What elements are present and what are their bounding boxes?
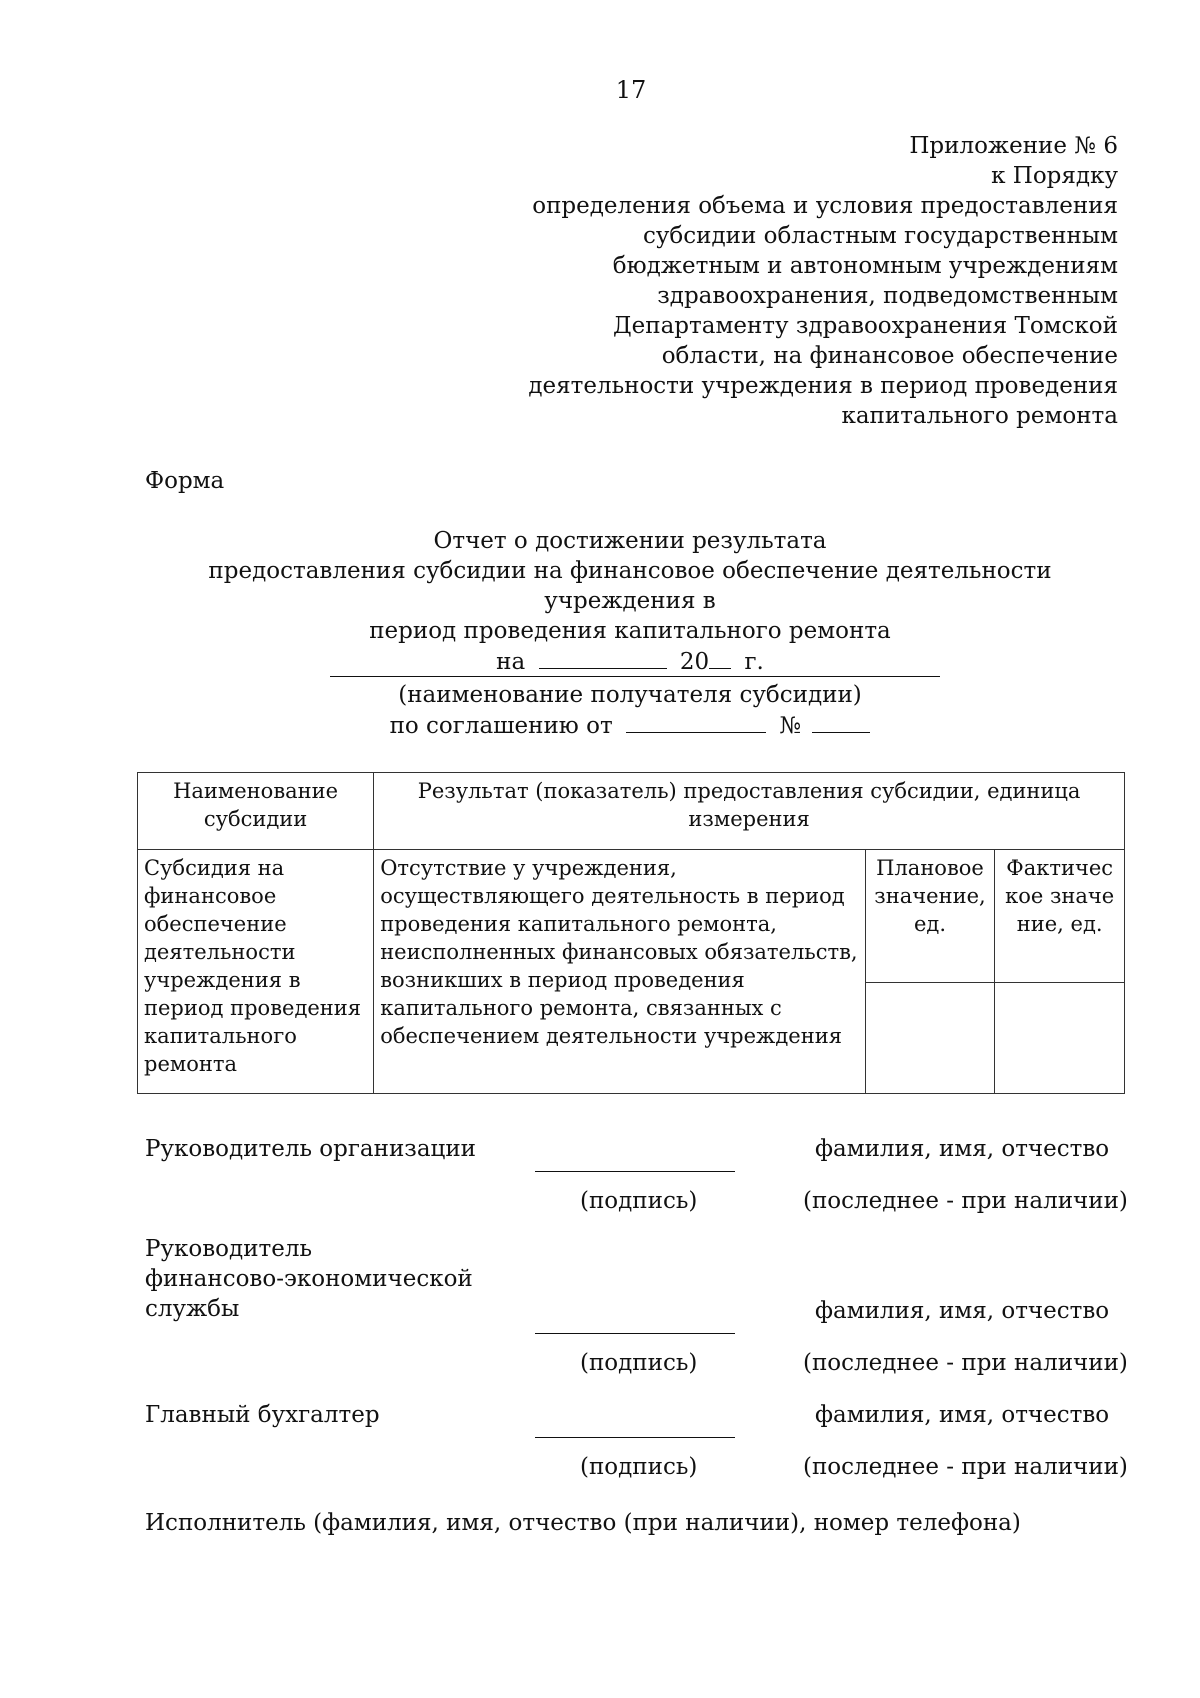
appendix-line: субсидии областным государственным bbox=[643, 223, 1118, 249]
head-org-label: Руководитель организации bbox=[145, 1136, 476, 1162]
appendix-line: деятельности учреждения в период проведения bbox=[528, 373, 1118, 399]
number-sign: № bbox=[779, 713, 802, 739]
title-line-2: предоставления субсидии на финансовое обеспечение деятельности учреждения в bbox=[208, 558, 1052, 614]
recipient-block bbox=[145, 680, 1115, 741]
year-prefix: 20 bbox=[679, 649, 710, 675]
title-line-1: Отчет о достижении результата bbox=[433, 528, 827, 554]
table-header-row bbox=[138, 773, 1125, 850]
result-text-cell: Отсутствие у учреждения, осуществляющего деятельность в период проведения капитального ремонта, неисполненных финансовых обязательств, возникших в период проведения капитального ремонта, связанных с обеспечением деятельности учреждения bbox=[374, 850, 865, 1094]
year-blank[interactable] bbox=[709, 646, 731, 669]
actual-value-cell[interactable] bbox=[995, 983, 1125, 1094]
actual-header-cell: Фактическое значение, ед. bbox=[995, 850, 1125, 983]
year-suffix: г. bbox=[744, 649, 764, 675]
form-label: Форма bbox=[145, 468, 225, 494]
agreement-line bbox=[145, 710, 1115, 741]
report-title bbox=[145, 526, 1115, 677]
chief-accountant-signature-caption: (подпись) bbox=[580, 1454, 698, 1480]
head-org-fio-note: (последнее - при наличии) bbox=[803, 1188, 1128, 1214]
date-blank[interactable] bbox=[539, 646, 667, 669]
appendix-line: к Порядку bbox=[991, 163, 1118, 189]
head-org-signature-caption: (подпись) bbox=[580, 1188, 698, 1214]
executor-line: Исполнитель (фамилия, имя, отчество (при наличии), номер телефона) bbox=[145, 1510, 1021, 1536]
head-fin-fio: фамилия, имя, отчество bbox=[815, 1298, 1110, 1324]
date-prefix: на bbox=[496, 649, 526, 675]
results-table bbox=[137, 772, 1125, 1094]
report-date-line bbox=[145, 646, 1115, 677]
recipient-name-line[interactable] bbox=[330, 676, 940, 677]
appendix-line: капитального ремонта bbox=[841, 403, 1118, 429]
planned-header-cell: Плановое значение, ед. bbox=[865, 850, 995, 983]
appendix-block bbox=[498, 131, 1118, 431]
head-org-fio: фамилия, имя, отчество bbox=[815, 1136, 1110, 1162]
subsidy-name-cell: Субсидия на финансовое обеспечение деятельности учреждения в период проведения капитального ремонта bbox=[138, 850, 374, 1094]
appendix-line: бюджетным и автономным учреждениям bbox=[612, 253, 1118, 279]
head-fin-signature-caption: (подпись) bbox=[580, 1350, 698, 1376]
head-org-signature-line[interactable] bbox=[535, 1171, 735, 1172]
head-fin-line-1: Руководитель bbox=[145, 1236, 312, 1262]
planned-value-cell[interactable] bbox=[865, 983, 995, 1094]
table-row bbox=[138, 850, 1125, 983]
appendix-line: определения объема и условия предоставления bbox=[532, 193, 1118, 219]
appendix-line: Приложение № 6 bbox=[909, 133, 1118, 159]
title-line-3: период проведения капитального ремонта bbox=[369, 618, 891, 644]
chief-accountant-fio: фамилия, имя, отчество bbox=[815, 1402, 1110, 1428]
head-fin-line-2: финансово-экономической bbox=[145, 1266, 473, 1292]
chief-accountant-label: Главный бухгалтер bbox=[145, 1402, 380, 1428]
chief-accountant-fio-note: (последнее - при наличии) bbox=[803, 1454, 1128, 1480]
appendix-line: здравоохранения, подведомственным bbox=[657, 283, 1118, 309]
head-fin-signature-line[interactable] bbox=[535, 1333, 735, 1334]
agreement-number-blank[interactable] bbox=[812, 710, 870, 733]
head-fin-fio-note: (последнее - при наличии) bbox=[803, 1350, 1128, 1376]
appendix-line: Департаменту здравоохранения Томской bbox=[612, 313, 1118, 339]
header-subsidy-name: Наименование субсидии bbox=[138, 773, 374, 850]
chief-accountant-signature-line[interactable] bbox=[535, 1437, 735, 1438]
agreement-prefix: по соглашению от bbox=[389, 713, 613, 739]
header-result: Результат (показатель) предоставления субсидии, единица измерения bbox=[374, 773, 1125, 850]
recipient-caption: (наименование получателя субсидии) bbox=[398, 682, 862, 708]
agreement-date-blank[interactable] bbox=[626, 710, 766, 733]
page-number: 17 bbox=[615, 76, 647, 104]
appendix-line: области, на финансовое обеспечение bbox=[661, 343, 1118, 369]
head-fin-line-3: службы bbox=[145, 1296, 240, 1322]
head-fin-label bbox=[145, 1234, 473, 1324]
